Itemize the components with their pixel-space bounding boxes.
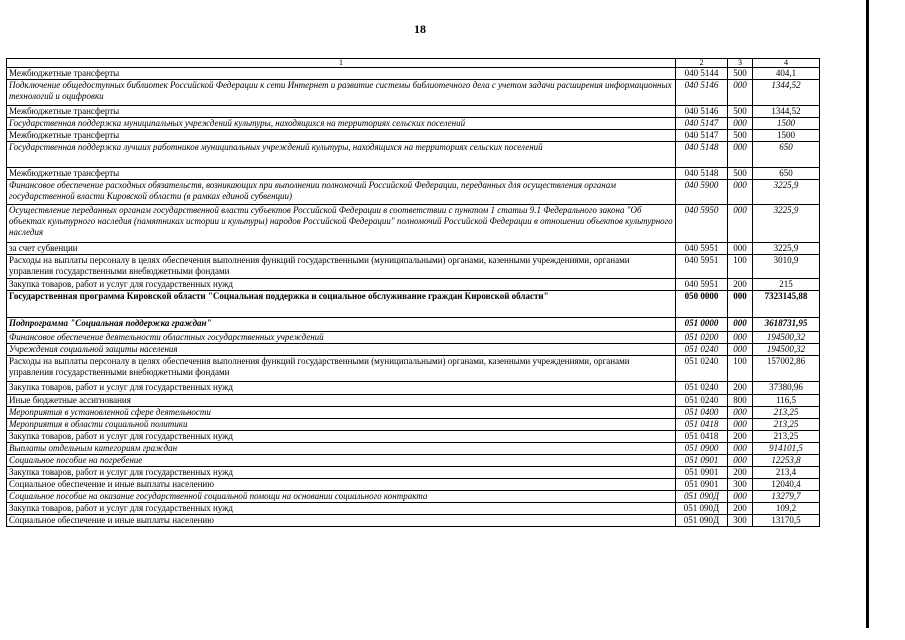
row-name: Межбюджетные трансферты (7, 130, 676, 142)
row-vr: 000 (728, 455, 753, 467)
row-name: Расходы на выплаты персоналу в целях обеспечения выполнения функций государственными (муниципальными) органами, казенными учреждениями, органами управления государственными внебюджетными фондами (7, 356, 676, 382)
scan-edge-bar (866, 0, 869, 628)
row-vr: 300 (728, 515, 753, 527)
row-sum: 7323145,88 (753, 291, 820, 318)
table-row (7, 431, 820, 443)
row-code: 051 0418 (676, 431, 728, 443)
row-code: 040 5951 (676, 243, 728, 255)
table-row (7, 142, 820, 168)
row-vr: 100 (728, 356, 753, 382)
row-vr: 000 (728, 332, 753, 344)
table-row (7, 395, 820, 407)
row-code: 051 090Д (676, 503, 728, 515)
table-row (7, 332, 820, 344)
table-row (7, 515, 820, 527)
row-code: 051 0240 (676, 356, 728, 382)
row-sum: 3010,9 (753, 255, 820, 279)
row-sum: 13170,5 (753, 515, 820, 527)
row-code: 050 0000 (676, 291, 728, 318)
row-vr: 000 (728, 407, 753, 419)
row-code: 040 5144 (676, 68, 728, 80)
row-code: 051 0240 (676, 395, 728, 407)
row-vr: 000 (728, 344, 753, 356)
row-sum: 650 (753, 168, 820, 180)
row-code: 040 5148 (676, 142, 728, 168)
header-col-4: 4 (753, 59, 820, 68)
table-row (7, 118, 820, 130)
row-sum: 194500,32 (753, 344, 820, 356)
row-code: 051 0240 (676, 382, 728, 395)
table-row (7, 130, 820, 142)
row-name: Закупка товаров, работ и услуг для государственных нужд (7, 431, 676, 443)
row-code: 040 5950 (676, 205, 728, 243)
row-vr: 500 (728, 68, 753, 80)
row-code: 040 5146 (676, 80, 728, 106)
row-name: Закупка товаров, работ и услуг для государственных нужд (7, 279, 676, 291)
table-row (7, 243, 820, 255)
row-vr: 000 (728, 419, 753, 431)
row-vr: 000 (728, 180, 753, 205)
row-vr: 000 (728, 291, 753, 318)
row-code: 040 5900 (676, 180, 728, 205)
row-name: Финансовое обеспечение расходных обязательств, возникающих при выполнении полномочий Российской Федерации, переданных для осуществления органам государственной власти Кировской области (в рамках единой субвенции) (7, 180, 676, 205)
row-name: Социальное обеспечение и иные выплаты населению (7, 479, 676, 491)
table-header-row (7, 59, 820, 68)
row-sum: 194500,32 (753, 332, 820, 344)
row-code: 040 5147 (676, 118, 728, 130)
row-vr: 800 (728, 395, 753, 407)
table-row (7, 491, 820, 503)
row-vr: 000 (728, 318, 753, 332)
row-sum: 1500 (753, 130, 820, 142)
header-col-3: 3 (728, 59, 753, 68)
table-row (7, 419, 820, 431)
row-code: 040 5148 (676, 168, 728, 180)
row-sum: 12253,8 (753, 455, 820, 467)
row-sum: 116,5 (753, 395, 820, 407)
row-vr: 000 (728, 243, 753, 255)
row-code: 051 0240 (676, 344, 728, 356)
row-code: 051 0901 (676, 479, 728, 491)
table-row (7, 382, 820, 395)
row-vr: 000 (728, 491, 753, 503)
row-sum: 3225,9 (753, 205, 820, 243)
row-name: Межбюджетные трансферты (7, 168, 676, 180)
table-row (7, 344, 820, 356)
row-name: Закупка товаров, работ и услуг для государственных нужд (7, 503, 676, 515)
row-sum: 3618731,95 (753, 318, 820, 332)
row-code: 040 5951 (676, 279, 728, 291)
table-row (7, 80, 820, 106)
row-vr: 200 (728, 503, 753, 515)
row-code: 051 0200 (676, 332, 728, 344)
page-number: 18 (414, 22, 426, 36)
table-row (7, 443, 820, 455)
row-vr: 500 (728, 106, 753, 118)
row-code: 040 5147 (676, 130, 728, 142)
row-vr: 000 (728, 443, 753, 455)
table-row (7, 168, 820, 180)
row-name: Государственная поддержка лучших работников муниципальных учреждений культуры, находящихся на территориях сельских поселений (7, 142, 676, 168)
row-name: Закупка товаров, работ и услуг для государственных нужд (7, 467, 676, 479)
row-name: Межбюджетные трансферты (7, 106, 676, 118)
row-name: Социальное пособие на оказание государственной социальной помощи на основании социального контракта (7, 491, 676, 503)
row-name: Межбюджетные трансферты (7, 68, 676, 80)
row-sum: 37380,96 (753, 382, 820, 395)
table-row (7, 467, 820, 479)
row-sum: 1500 (753, 118, 820, 130)
row-name: Учреждения социальной защиты населения (7, 344, 676, 356)
row-sum: 404,1 (753, 68, 820, 80)
table-row (7, 455, 820, 467)
budget-table (6, 58, 820, 527)
table-row (7, 318, 820, 332)
row-sum: 1344,52 (753, 106, 820, 118)
row-name: за счет субвенции (7, 243, 676, 255)
table-row (7, 106, 820, 118)
row-name: Иные бюджетные ассигнования (7, 395, 676, 407)
row-code: 040 5146 (676, 106, 728, 118)
row-vr: 000 (728, 142, 753, 168)
row-name: Осуществление переданных органам государственной власти субъектов Российской Федерации в соответствии с пунктом 1 статьи 9.1 Федерального закона "Об объектах культурного наследия (памятниках истории и культуры) народов Российской Федерации" полномочий Российской Федерации в отношении объектов культурного наследия (7, 205, 676, 243)
row-code: 051 090Д (676, 491, 728, 503)
row-sum: 157002,86 (753, 356, 820, 382)
row-code: 051 0901 (676, 455, 728, 467)
row-name: Социальное обеспечение и иные выплаты населению (7, 515, 676, 527)
row-vr: 300 (728, 479, 753, 491)
table-row (7, 479, 820, 491)
row-code: 051 0000 (676, 318, 728, 332)
row-sum: 3225,9 (753, 180, 820, 205)
table-row (7, 407, 820, 419)
row-name: Подпрограмма "Социальная поддержка граждан" (7, 318, 676, 332)
row-name: Финансовое обеспечение деятельности областных государственных учреждений (7, 332, 676, 344)
row-sum: 3225,9 (753, 243, 820, 255)
row-name: Выплаты отдельным категориям граждан (7, 443, 676, 455)
row-code: 051 0400 (676, 407, 728, 419)
row-sum: 213,25 (753, 431, 820, 443)
row-sum: 215 (753, 279, 820, 291)
row-sum: 13279,7 (753, 491, 820, 503)
table-row (7, 279, 820, 291)
row-sum: 1344,52 (753, 80, 820, 106)
row-sum: 109,2 (753, 503, 820, 515)
table-row (7, 68, 820, 80)
header-col-2: 2 (676, 59, 728, 68)
table-row (7, 503, 820, 515)
row-vr: 200 (728, 279, 753, 291)
row-vr: 000 (728, 205, 753, 243)
row-code: 051 0900 (676, 443, 728, 455)
row-name: Мероприятия в установленной сфере деятельности (7, 407, 676, 419)
row-code: 051 0418 (676, 419, 728, 431)
table-row (7, 205, 820, 243)
row-vr: 500 (728, 130, 753, 142)
row-name: Государственная поддержка муниципальных учреждений культуры, находящихся на территориях сельских поселений (7, 118, 676, 130)
row-code: 051 090Д (676, 515, 728, 527)
table-row (7, 180, 820, 205)
row-vr: 000 (728, 80, 753, 106)
row-vr: 200 (728, 431, 753, 443)
row-vr: 200 (728, 382, 753, 395)
row-name: Государственная программа Кировской области "Социальная поддержка и социальное обслуживание граждан Кировской области" (7, 291, 676, 318)
row-sum: 213,4 (753, 467, 820, 479)
row-vr: 000 (728, 118, 753, 130)
row-sum: 650 (753, 142, 820, 168)
row-name: Расходы на выплаты персоналу в целях обеспечения выполнения функций государственными (муниципальными) органами, казенными учреждениями, органами управления государственными внебюджетными фондами (7, 255, 676, 279)
row-vr: 500 (728, 168, 753, 180)
table-row (7, 356, 820, 382)
row-vr: 200 (728, 467, 753, 479)
row-name: Мероприятия в области социальной политики (7, 419, 676, 431)
row-code: 051 0901 (676, 467, 728, 479)
row-sum: 914101,5 (753, 443, 820, 455)
row-vr: 100 (728, 255, 753, 279)
table-row (7, 291, 820, 318)
row-sum: 213,25 (753, 407, 820, 419)
header-col-1: 1 (7, 59, 676, 68)
row-name: Подключение общедоступных библиотек Российской Федерации к сети Интернет и развитие системы библиотечного дела с учетом задачи расширения информационных технологий и оцифровки (7, 80, 676, 106)
row-code: 040 5951 (676, 255, 728, 279)
table-row (7, 255, 820, 279)
row-sum: 213,25 (753, 419, 820, 431)
row-name: Закупка товаров, работ и услуг для государственных нужд (7, 382, 676, 395)
row-name: Социальное пособие на погребение (7, 455, 676, 467)
row-sum: 12040,4 (753, 479, 820, 491)
